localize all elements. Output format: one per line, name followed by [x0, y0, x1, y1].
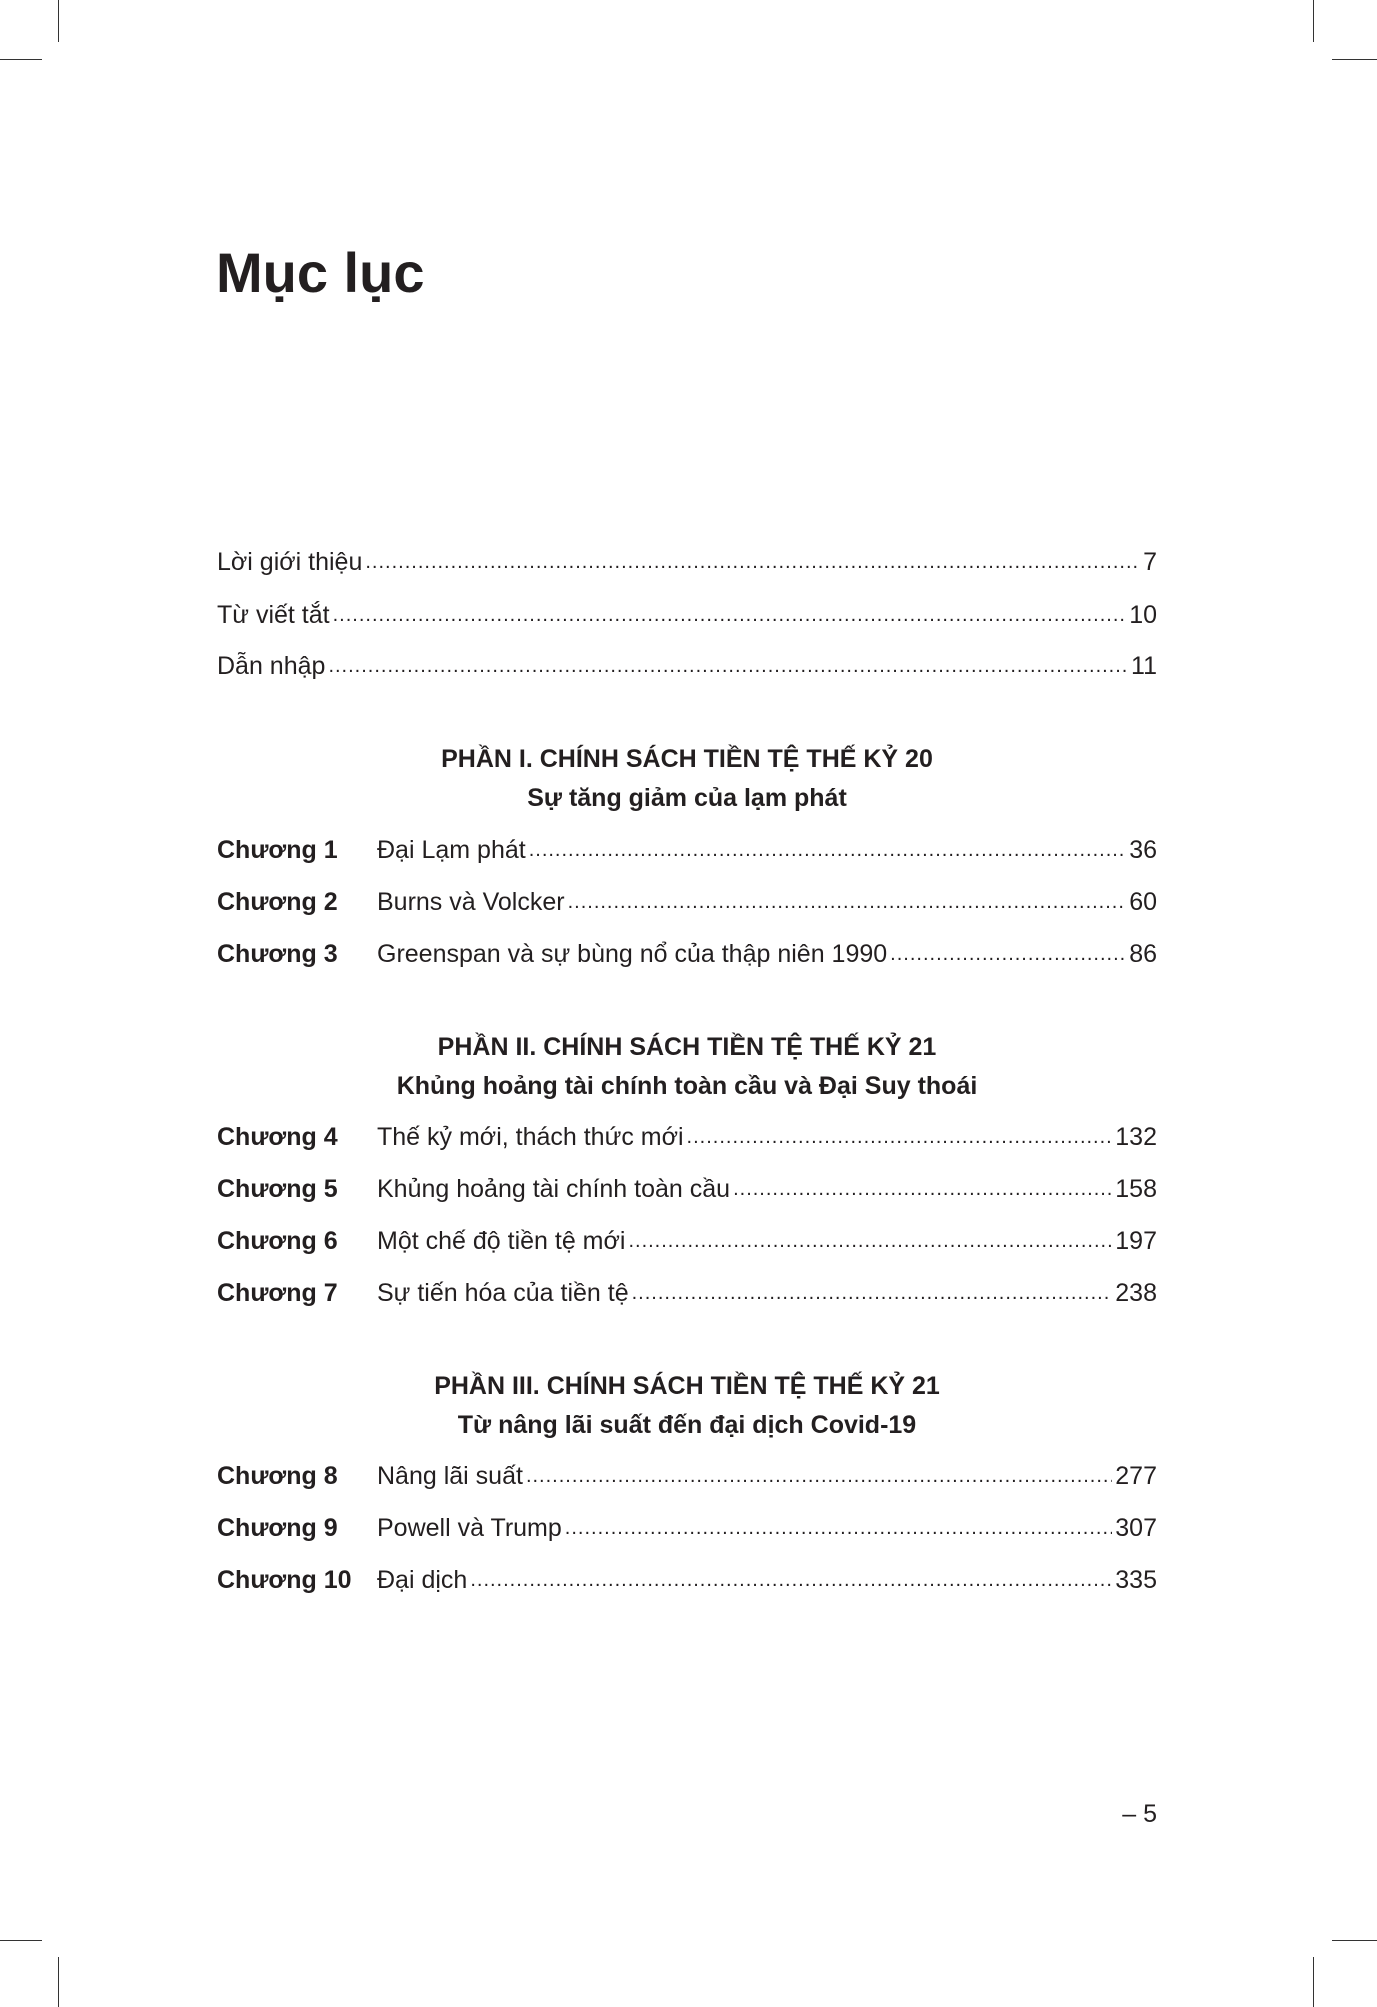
entry-page: 10	[1129, 601, 1157, 629]
chapter-label: Chương 2	[217, 888, 338, 916]
chapter-label: Chương 8	[217, 1462, 338, 1490]
chapter-page: 277	[1115, 1462, 1157, 1490]
dot-leader	[687, 1117, 1113, 1157]
chapter-label: Chương 4	[217, 1123, 338, 1151]
chapter-title: Một chế độ tiền tệ mới	[377, 1227, 626, 1255]
part-heading: PHẦN I. CHÍNH SÁCH TIỀN TỆ THẾ KỶ 20	[441, 745, 933, 773]
page-title: Mục lục	[216, 241, 425, 304]
chapter-label: Chương 5	[217, 1175, 338, 1203]
part-heading: PHẦN II. CHÍNH SÁCH TIỀN TỆ THẾ KỶ 21	[437, 1033, 937, 1061]
chapter-entry[interactable]	[217, 1117, 1157, 1157]
chapter-label: Chương 10	[217, 1566, 352, 1594]
part-subtitle: Sự tăng giảm của lạm phát	[527, 784, 847, 812]
chapter-title: Powell và Trump	[377, 1514, 562, 1542]
toc-entry[interactable]	[217, 595, 1157, 635]
chapter-entry[interactable]	[217, 830, 1157, 870]
entry-title: Dẫn nhập	[217, 652, 326, 680]
entry-title: Lời giới thiệu	[217, 548, 363, 576]
chapter-title: Burns và Volcker	[377, 888, 565, 916]
chapter-label: Chương 1	[217, 836, 338, 864]
chapter-entry[interactable]	[217, 1221, 1157, 1261]
crop-mark	[1313, 0, 1314, 42]
dot-leader	[890, 934, 1126, 974]
chapter-page: 197	[1115, 1227, 1157, 1255]
toc-entry[interactable]	[217, 646, 1157, 686]
chapter-title: Khủng hoảng tài chính toàn cầu	[377, 1175, 731, 1203]
dot-leader	[365, 542, 1140, 582]
chapter-page: 60	[1129, 888, 1157, 916]
entry-page: 7	[1143, 548, 1157, 576]
chapter-entry[interactable]	[217, 934, 1157, 974]
chapter-page: 36	[1129, 836, 1157, 864]
chapter-label: Chương 7	[217, 1279, 338, 1307]
chapter-entry[interactable]	[217, 882, 1157, 922]
chapter-title: Thế kỷ mới, thách thức mới	[377, 1123, 684, 1151]
page-number: – 5	[1122, 1800, 1157, 1828]
chapter-title: Đại Lạm phát	[377, 836, 526, 864]
crop-mark	[58, 0, 59, 42]
part-heading: PHẦN III. CHÍNH SÁCH TIỀN TỆ THẾ KỶ 21	[434, 1372, 940, 1400]
chapter-title: Đại dịch	[377, 1566, 468, 1594]
dot-leader	[470, 1560, 1112, 1600]
dot-leader	[529, 830, 1126, 870]
crop-mark	[58, 1957, 59, 2007]
dot-leader	[628, 1221, 1112, 1261]
chapter-title: Greenspan và sự bùng nổ của thập niên 1990	[377, 940, 888, 968]
toc-entry[interactable]	[217, 542, 1157, 582]
crop-mark	[1332, 59, 1377, 60]
chapter-entry[interactable]	[217, 1169, 1157, 1209]
chapter-page: 132	[1115, 1123, 1157, 1151]
chapter-title: Nâng lãi suất	[377, 1462, 523, 1490]
chapter-entry[interactable]	[217, 1456, 1157, 1496]
chapter-entry[interactable]	[217, 1560, 1157, 1600]
part-subtitle: Từ nâng lãi suất đến đại dịch Covid-19	[457, 1411, 917, 1439]
entry-page: 11	[1131, 652, 1157, 680]
chapter-page: 158	[1115, 1175, 1157, 1203]
dot-leader	[565, 1508, 1112, 1548]
chapter-page: 307	[1115, 1514, 1157, 1542]
part-subtitle: Khủng hoảng tài chính toàn cầu và Đại Suy thoái	[396, 1072, 978, 1100]
entry-title: Từ viết tắt	[217, 601, 330, 629]
chapter-title: Sự tiến hóa của tiền tệ	[377, 1279, 629, 1307]
chapter-page: 335	[1115, 1566, 1157, 1594]
chapter-label: Chương 3	[217, 940, 338, 968]
chapter-label: Chương 6	[217, 1227, 338, 1255]
crop-mark	[1313, 1957, 1314, 2007]
dot-leader	[733, 1169, 1112, 1209]
chapter-entry[interactable]	[217, 1508, 1157, 1548]
dot-leader	[568, 882, 1127, 922]
dot-leader	[328, 646, 1128, 686]
dot-leader	[526, 1456, 1112, 1496]
crop-mark	[0, 1940, 42, 1941]
dot-leader	[632, 1273, 1113, 1313]
crop-mark	[0, 59, 42, 60]
chapter-entry[interactable]	[217, 1273, 1157, 1313]
crop-mark	[1332, 1940, 1377, 1941]
chapter-label: Chương 9	[217, 1514, 338, 1542]
chapter-page: 238	[1115, 1279, 1157, 1307]
chapter-page: 86	[1129, 940, 1157, 968]
dot-leader	[333, 595, 1127, 635]
